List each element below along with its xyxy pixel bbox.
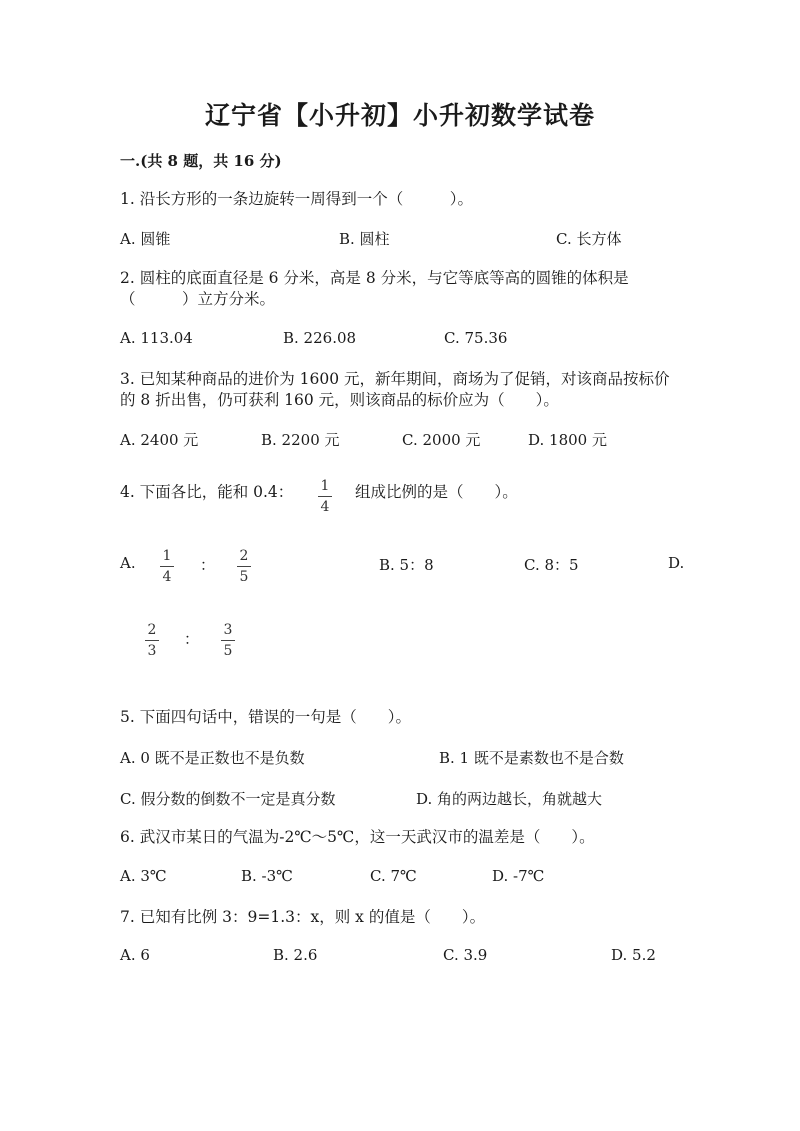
fraction-bar — [160, 566, 174, 567]
question-5-option-c[interactable]: C. 假分数的倒数不一定是真分数 — [120, 790, 336, 808]
fraction-denominator: 3 — [147, 643, 157, 660]
question-5-option-b[interactable]: B. 1 既不是素数也不是合数 — [439, 749, 624, 767]
question-7-option-b[interactable]: B. 2.6 — [273, 946, 318, 964]
fraction-numerator: 1 — [320, 478, 330, 494]
question-4-text-prefix: 4. 下面各比，能和 0.4： — [120, 483, 294, 501]
question-3-text-line1: 3. 已知某种商品的进价为 1600 元，新年期间，商场为了促销，对该商品按标价 — [120, 370, 670, 388]
fraction-bar — [237, 566, 251, 567]
question-4-option-d-label[interactable]: D. — [668, 554, 685, 572]
question-1-option-a[interactable]: A. 圆锥 — [120, 230, 171, 248]
question-5-text: 5. 下面四句话中，错误的一句是（ ）。 — [120, 708, 411, 726]
fraction-denominator: 4 — [162, 569, 172, 586]
question-2-option-a[interactable]: A. 113.04 — [120, 329, 193, 347]
question-1-option-b[interactable]: B. 圆柱 — [339, 230, 390, 248]
fraction-bar — [145, 640, 159, 641]
question-1-text: 1. 沿长方形的一条边旋转一周得到一个（ ）。 — [120, 190, 473, 208]
fraction-numerator: 2 — [147, 622, 157, 638]
fraction-numerator: 2 — [239, 548, 249, 564]
page-title: 辽宁省【小升初】小升初数学试卷 — [204, 101, 595, 130]
question-7-option-c[interactable]: C. 3.9 — [443, 946, 488, 964]
question-3-option-a[interactable]: A. 2400 元 — [120, 431, 199, 449]
question-2-option-b[interactable]: B. 226.08 — [283, 329, 357, 347]
question-4-option-a-label[interactable]: A. — [120, 554, 136, 572]
question-2-text-line1: 2. 圆柱的底面直径是 6 分米，高是 8 分米，与它等底等高的圆锥的体积是 — [120, 269, 629, 287]
ratio-colon: ： — [184, 630, 200, 648]
question-4-option-a-fraction-2 — [237, 548, 251, 585]
question-5-option-a[interactable]: A. 0 既不是正数也不是负数 — [120, 749, 305, 767]
question-3-text-line2: 的 8 折出售，仍可获利 160 元，则该商品的标价应为（ ）。 — [120, 391, 559, 409]
question-3-option-c[interactable]: C. 2000 元 — [402, 431, 481, 449]
question-2-option-c[interactable]: C. 75.36 — [444, 329, 508, 347]
question-1-option-c[interactable]: C. 长方体 — [556, 230, 622, 248]
question-6-option-a[interactable]: A. 3℃ — [120, 867, 167, 885]
fraction-bar — [318, 496, 332, 497]
question-5-option-d[interactable]: D. 角的两边越长，角就越大 — [416, 790, 603, 808]
question-3-option-d[interactable]: D. 1800 元 — [528, 431, 607, 449]
question-7-option-d[interactable]: D. 5.2 — [611, 946, 656, 964]
question-4-option-b[interactable]: B. 5：8 — [379, 556, 434, 574]
fraction-denominator: 5 — [239, 569, 249, 586]
question-6-option-d[interactable]: D. -7℃ — [492, 867, 545, 885]
question-4-fraction — [318, 478, 332, 515]
question-4-option-c[interactable]: C. 8：5 — [524, 556, 579, 574]
question-6-text: 6. 武汉市某日的气温为-2℃～5℃，这一天武汉市的温差是（ ）。 — [120, 828, 595, 846]
question-4-option-a-fraction-1 — [160, 548, 174, 585]
question-4-option-d-fraction-2 — [221, 622, 235, 659]
question-6-option-b[interactable]: B. -3℃ — [241, 867, 293, 885]
question-6-option-c[interactable]: C. 7℃ — [370, 867, 417, 885]
question-7-text: 7. 已知有比例 3：9=1.3：x，则 x 的值是（ ）。 — [120, 908, 486, 926]
question-2-text-line2: （ ）立方分米。 — [120, 290, 276, 308]
fraction-denominator: 5 — [223, 643, 233, 660]
section-header: 一.(共 8 题，共 16 分) — [120, 152, 282, 170]
fraction-numerator: 1 — [162, 548, 172, 564]
question-7-option-a[interactable]: A. 6 — [120, 946, 150, 964]
fraction-bar — [221, 640, 235, 641]
ratio-colon: ： — [200, 556, 216, 574]
fraction-denominator: 4 — [320, 499, 330, 516]
question-4-option-d-fraction-1 — [145, 622, 159, 659]
fraction-numerator: 3 — [223, 622, 233, 638]
question-4-text-suffix: 组成比例的是（ ）。 — [355, 483, 518, 501]
question-3-option-b[interactable]: B. 2200 元 — [261, 431, 340, 449]
